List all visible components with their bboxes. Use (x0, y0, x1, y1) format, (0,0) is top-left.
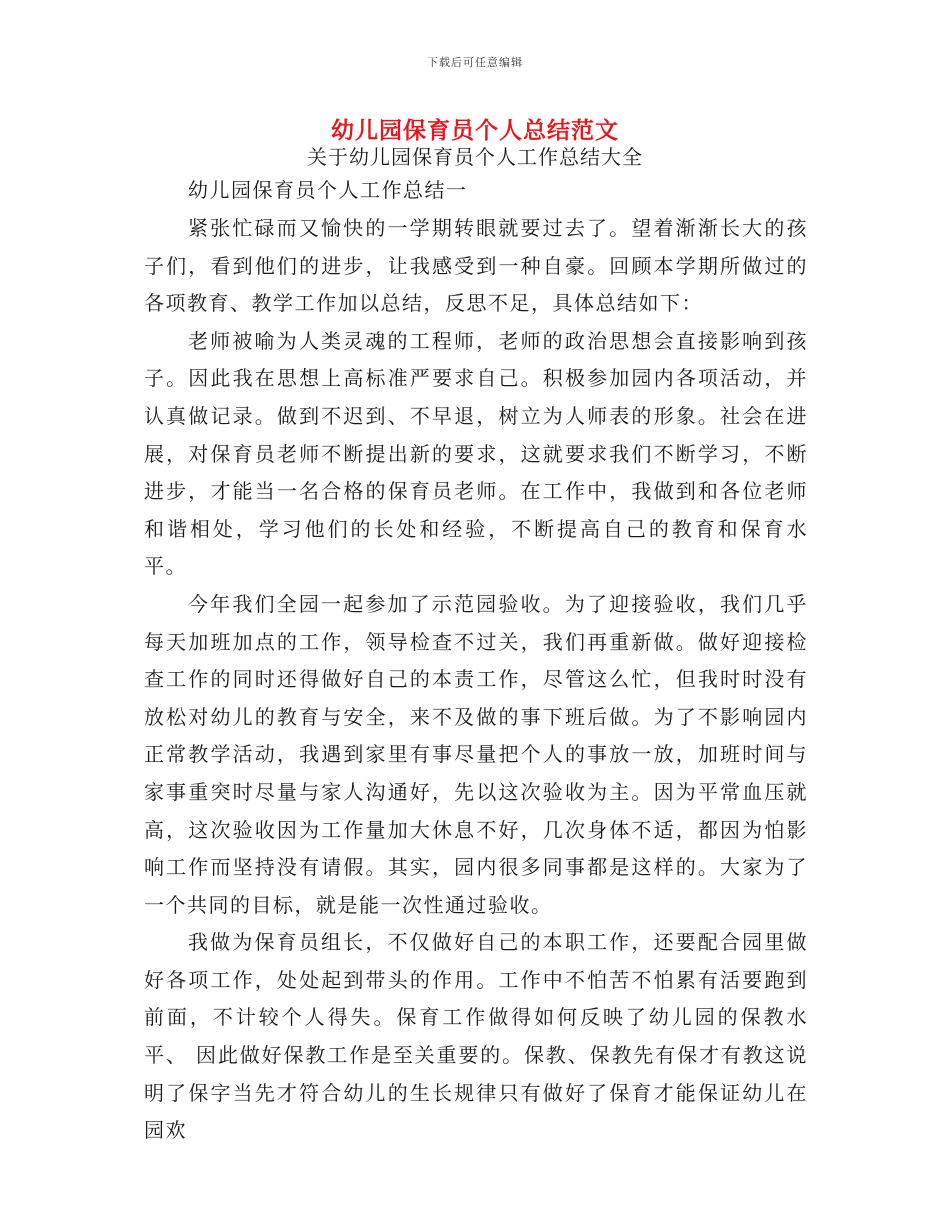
paragraph-3: 今年我们全园一起参加了示范园验收。为了迎接验收，我们几乎每天加班加点的工作，领导检查不过关，我们再重新做。做好迎接检查工作的同时还得做好自己的本责工作，尽管这么忙，但我时时没有放松对幼儿的教育与安全，来不及做的事下班后做。为了不影响园内正常教学活动，我遇到家里有事尽量把个人的事放一放，加班时间与家事重突时尽量与家人沟通好，先以这次验收为主。因为平常血压就高，这次验收因为工作量加大休息不好，几次身体不适，都因为怕影响工作而坚持没有请假。其实，园内很多同事都是这样的。大家为了一个共同的目标，就是能一次性通过验收。 (144, 591, 808, 917)
document-subtitle: 关于幼儿园保育员个人工作总结大全 (307, 145, 643, 169)
paragraph-2: 老师被喻为人类灵魂的工程师，老师的政治思想会直接影响到孩子。因此我在思想上高标准严要求自己。积极参加园内各项活动，并认真做记录。做到不迟到、不早退，树立为人师表的形象。社会在进展，对保育员老师不断提出新的要求，这就要求我们不断学习，不断进步，才能当一名合格的保育员老师。在工作中，我做到和各位老师和谐相处，学习他们的长处和经验，不断提高自己的教育和保育水平。 (144, 328, 808, 579)
section-heading: 幼儿园保育员个人工作总结一 (188, 178, 468, 202)
document-body (144, 170, 808, 1150)
page-header-note: 下载后可任意编辑 (427, 56, 523, 69)
paragraph-1: 紧张忙碌而又愉快的一学期转眼就要过去了。望着渐渐长大的孩子们，看到他们的进步，让我感受到一种自豪。回顾本学期所做过的各项教育、教学工作加以总结，反思不足，具体总结如下： (144, 216, 808, 316)
document-title: 幼儿园保育员个人总结范文 (331, 118, 619, 144)
paragraph-4: 我做为保育员组长，不仅做好自己的本职工作，还要配合园里做好各项工作，处处起到带头的作用。工作中不怕苦不怕累有活要跑到前面，不计较个人得失。保育工作做得如何反映了幼儿园的保教水平、 因此做好保教工作是至关重要的。保教、保教先有保才有教这说明了保字当先才符合幼儿的生长规律只有做好了保育才能保证幼儿在园欢 (144, 930, 808, 1143)
